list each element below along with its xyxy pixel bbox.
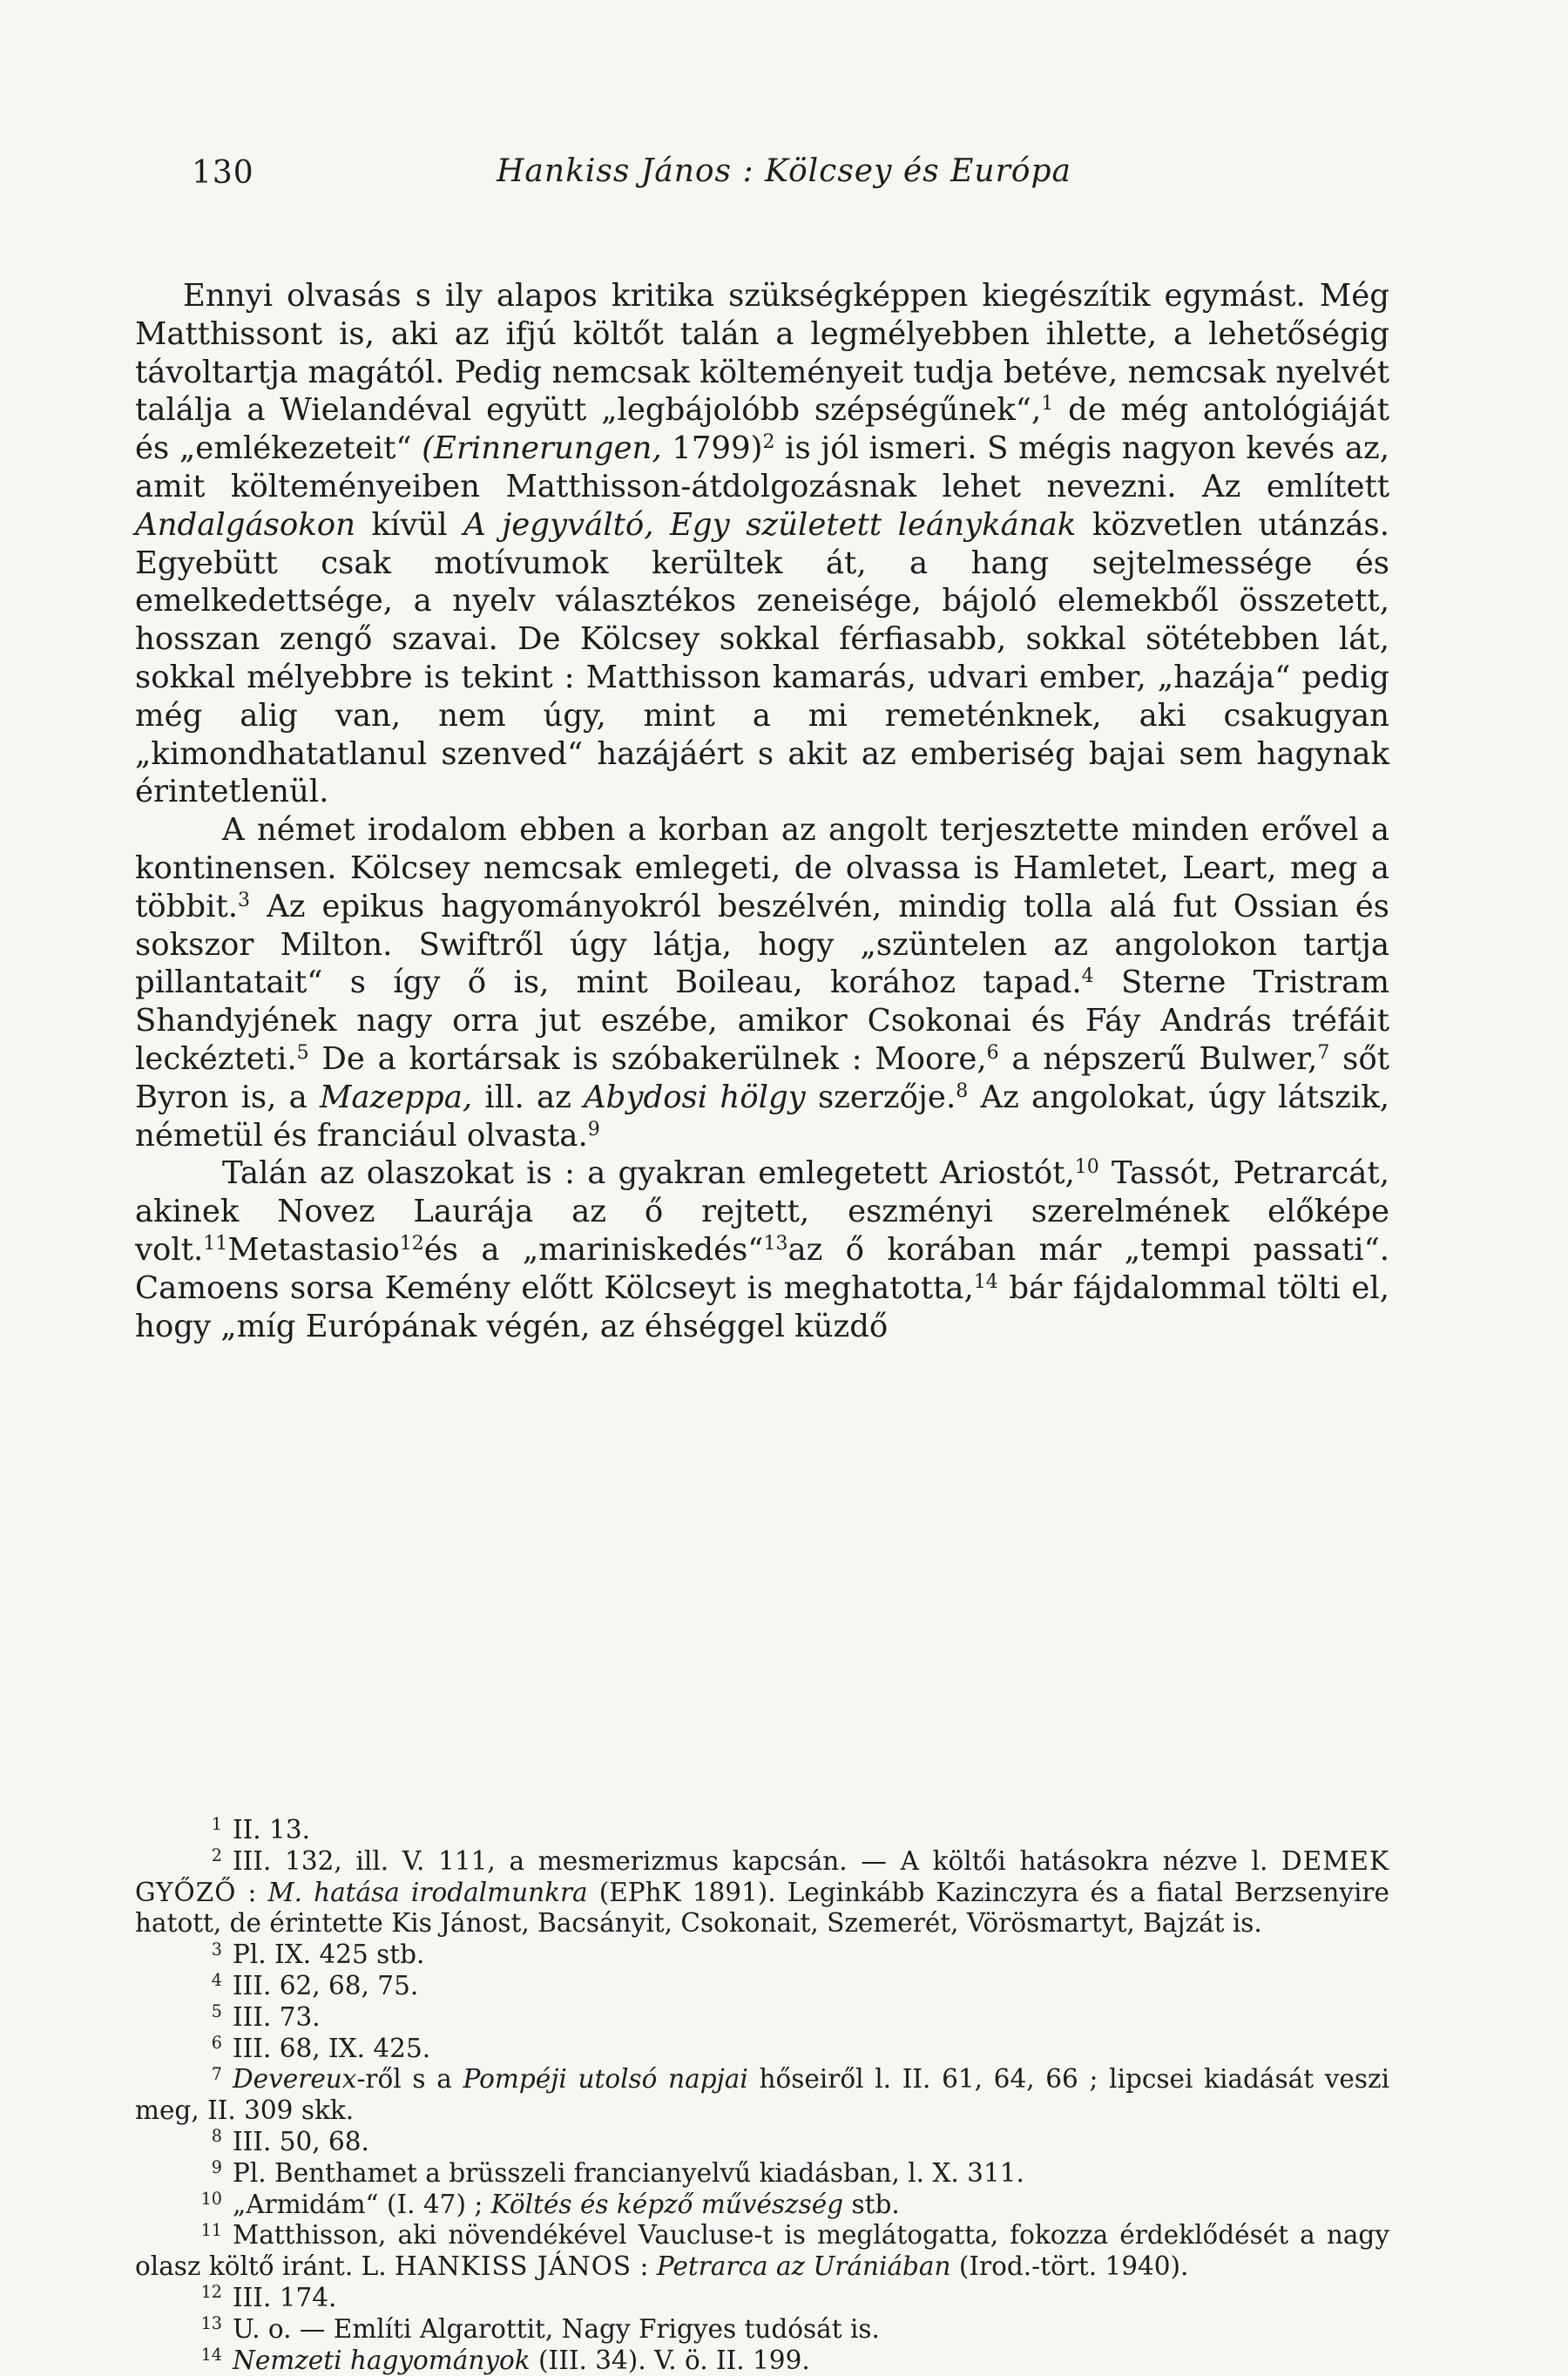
footnote-ref: 14 bbox=[973, 1270, 998, 1293]
footnote-ref: 3 bbox=[238, 889, 250, 911]
footnote-13: 13 U. o. — Említi Algarottit, Nagy Frigyes tudósát is. bbox=[200, 2313, 880, 2344]
footnote-ref: 11 bbox=[203, 1232, 228, 1255]
footnote-12: 12 III. 174. bbox=[200, 2282, 337, 2312]
paragraph-2: A német irodalom ebben a korban az angolt terjesztette minden erővel a kontinensen. Kölcsey nemcsak emlegeti, de olvassa is Hamletet, Leart, meg a többit.$^3$ Az epikus hagyományokról beszélvén, mindig tolla alá fut Ossian és sokszor Milton. Swiftről úgy látja, hogy „szüntelen az angolokon tartja pillantatait“ s így ő is, mint Boileau, korához tapad.$^4$ Sterne Tristram Shandyjének nagy orra jut eszébe, amikor Csokonai és Fáy András tréfáit leckézteti.$^5$ De a kortársak is szóbakerülnek : Moore,$^6$ a népszerű Bulwer,$^7$ sőt Byron is, a Mazeppa, ill. az Abydosi hölgy szerzője.$^8$ Az angolokat, úgy látszik, németül és franciául olvasta.$^9$ bbox=[135, 812, 1390, 1154]
footnote-5: 5 III. 73. bbox=[211, 2001, 321, 2032]
body-text bbox=[135, 277, 1389, 1345]
footnote-4: 4 III. 62, 68, 75. bbox=[211, 1970, 419, 2000]
footnote-10: 10 „Armidám“ (I. 47) ; Költés és képző művészség stb. bbox=[200, 2188, 900, 2219]
footnote-3: 3 Pl. IX. 425 stb. bbox=[211, 1939, 425, 1970]
footnote-9: 9 Pl. Benthamet a brüsszeli francianyelvű kiadásban, l. X. 311. bbox=[211, 2157, 1024, 2188]
footnote-8: 8 III. 50, 68. bbox=[211, 2126, 369, 2156]
paragraph-1: Ennyi olvasás s ily alapos kritika szükségképpen kiegészítik egymást. Még Matthissont is, aki az ifjú költőt talán a legmélyebben ihlette, a lehetőségig távoltartja magától. Pedig nemcsak költeményeit tudja betéve, nemcsak nyelvét találja a Wielandéval együtt „legbájolóbb szépségűnek“,$^1$ de még antológiáját és „emlékezeteit“ (Erinnerungen, 1799)$^2$ is jól ismeri. S mégis nagyon kevés az, amit költeményeiben Matthisson-átdolgozásnak lehet nevezni. Az említett Andalgásokon kívül A jegyváltó, Egy született leánykának közvetlen utánzás. Egyebütt csak motívumok kerültek át, a hang sejtelmessége és emelkedettsége, a nyelv választékos zeneisége, bájoló elemekből összetett, hosszan zengő szavai. De Kölcsey sokkal férfiasabb, sokkal sötétebben lát, sokkal mélyebbre is tekint : Matthisson kamarás, udvari ember, „hazája“ pedig még alig van, nem úgy, mint a mi remeténknek, aki csakugyan „kimondhatatlanul szenved“ hazájáért s akit az emberiség bajai sem hagynak érintetlenül. bbox=[135, 278, 1390, 810]
footnote-7: 7 Devereux-ről s a Pompéji utolsó napjai hőseiről l. II. 61, 64, 66 ; lipcsei kiadását veszi meg, II. 309 skk. bbox=[135, 2063, 1389, 2126]
footnote-6: 6 III. 68, IX. 425. bbox=[211, 2033, 431, 2063]
page-number: 130 bbox=[192, 155, 254, 191]
footnote-ref: 5 bbox=[296, 1041, 309, 1064]
footnote-14: 14 Nemzeti hagyományok (III. 34). V. ö. II. 199. bbox=[200, 2344, 810, 2375]
footnote-11: 11 Matthisson, aki növendékével Vaucluse-t is meglátogatta, fokozza érdeklődését a nagy olasz költő iránt. L. HANKISS JÁNOS : Petrarca az Urániában (Irod.-tört. 1940). bbox=[135, 2219, 1389, 2282]
footnote-ref: 10 bbox=[1074, 1156, 1099, 1179]
footnotes bbox=[135, 1815, 1389, 2376]
footnote-ref: 1 bbox=[1041, 393, 1054, 416]
page-header bbox=[0, 139, 1568, 200]
footnote-ref: 12 bbox=[399, 1232, 424, 1255]
footnote-ref: 8 bbox=[956, 1080, 969, 1102]
footnote-ref: 9 bbox=[587, 1118, 600, 1141]
paragraph-3: Talán az olaszokat is : a gyakran emlegetett Ariostót,$^{10}$ Tassót, Petrarcát, akinek Novez Laurája az ő rejtett, eszményi szerelmének előképe volt.$^{11}$Metastasio$^{12}$és a „mariniskedés“$^{13}$az ő korában már „tempi passati“. Camoens sorsa Kemény előtt Kölcseyt is meghatotta,$^{14}$ bár fájdalommal tölti el, hogy „míg Európának végén, az éhséggel küzdő bbox=[135, 1155, 1390, 1344]
footnote-ref: 2 bbox=[762, 431, 775, 454]
footnote-ref: 4 bbox=[1081, 965, 1094, 988]
footnote-ref: 6 bbox=[986, 1041, 999, 1064]
footnote-ref: 13 bbox=[763, 1232, 788, 1255]
footnote-1: 1 II. 13. bbox=[211, 1814, 310, 1845]
footnote-ref: 7 bbox=[1317, 1041, 1330, 1064]
footnote-2: 2 III. 132, ill. V. 111, a mesmerizmus kapcsán. — A költői hatásokra nézve l. DEMEK GYŐZŐ : M. hatása irodalmunkra (EPhK 1891). Leginkább Kazinczyra és a fiatal Berzsenyire hatott, de érintette Kis Jánost, Bacsányit, Csokonait, Szemerét, Vörösmartyt, Bajzát is. bbox=[135, 1845, 1389, 1939]
running-title: Hankiss János : Kölcsey és Európa bbox=[497, 153, 1071, 189]
